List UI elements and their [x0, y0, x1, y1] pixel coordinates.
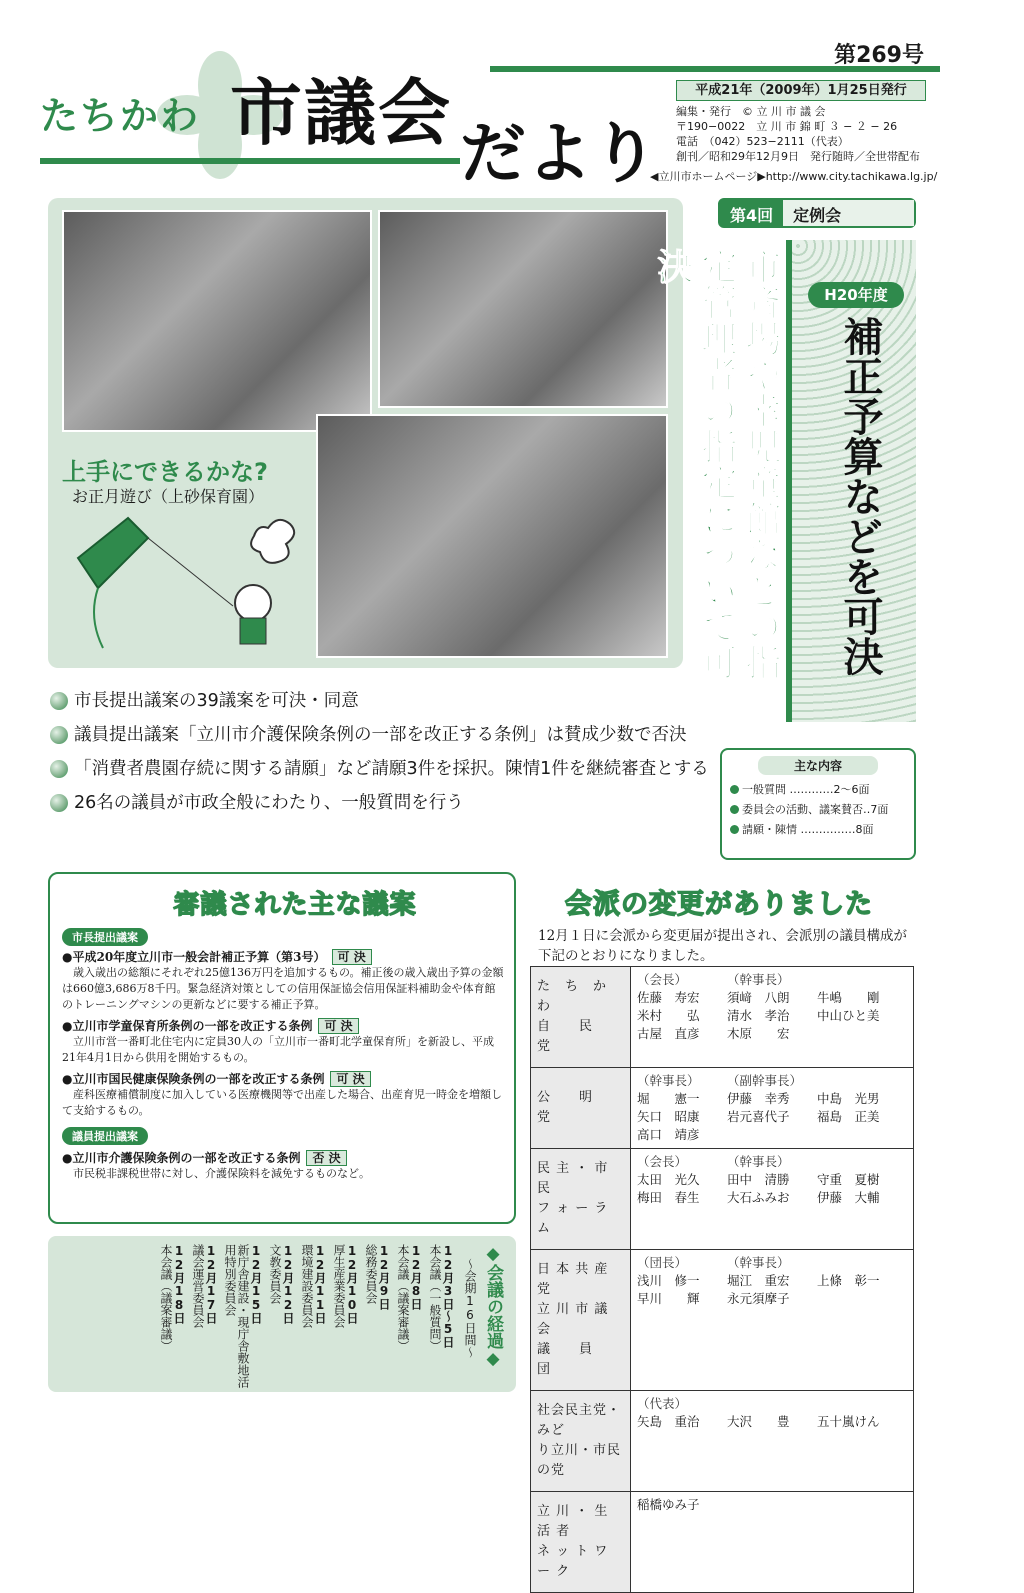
- faction-row: [531, 1068, 914, 1149]
- member-roles: （団長） （幹事長）: [637, 1255, 790, 1270]
- faction-members: [631, 1250, 914, 1391]
- photo-panel: [48, 198, 683, 668]
- bullet-icon: [50, 726, 68, 744]
- faction-title: 会派の変更がありました: [565, 889, 873, 920]
- faction-row: [531, 967, 914, 1068]
- timeline-entry: 12月18日 本会議（議案審議）: [159, 1244, 186, 1352]
- bill-body: 市民税非課税世帯に対し、介護保険料を減免するものなど。: [73, 1167, 370, 1180]
- session-number: 第4回: [720, 200, 783, 226]
- year-tag: H20年度: [808, 282, 904, 308]
- logo-small: たちかわ: [40, 94, 201, 138]
- summary-bullet: 市長提出議案の39議案を可決・同意: [50, 688, 710, 714]
- mayor-tag-wrap: [62, 926, 148, 946]
- logo-main-2: だより: [460, 115, 658, 192]
- photo-children-drawing: [62, 210, 372, 432]
- member-row: 矢島 重治 大沢 豊 五十嵐けん: [637, 1414, 880, 1429]
- bullet-icon: [730, 825, 739, 834]
- bills-list: [62, 944, 506, 1182]
- summary-bullet: 議員提出議案「立川市介護保険条例の一部を改正する条例」は賛成少数で否決: [50, 722, 710, 748]
- headline-black: 補正予算などを可決: [837, 316, 883, 676]
- masthead: [30, 30, 670, 190]
- member-row: 高口 靖彦: [637, 1127, 700, 1142]
- photo-children-table: [316, 414, 668, 658]
- faction-members: [631, 1391, 914, 1492]
- bullet-icon: [50, 794, 68, 812]
- bill-heading: ●立川市国民健康保険条例の一部を改正する条例 可 決: [62, 1070, 506, 1087]
- faction-members: [631, 1149, 914, 1250]
- photo-caption-sub: お正月遊び（上砂保育園）: [72, 487, 265, 506]
- member-row: 古屋 直彦 木原 宏: [637, 1026, 790, 1041]
- faction-members: [631, 1492, 914, 1593]
- photo-caption-title: 上手にできるかな?: [62, 458, 268, 486]
- publication-line: 編集・発行 © 立 川 市 議 会: [676, 105, 826, 118]
- timeline-entry: 12月15日 新庁舎建設・現庁舎敷地活用特別委員会: [223, 1244, 263, 1388]
- member-row: 佐藤 寿宏 須﨑 八朗 牛嶋 剛: [637, 990, 880, 1005]
- member-row: 米村 弘 清水 孝治 中山ひと美: [637, 1008, 880, 1023]
- bill-heading: ●立川市介護保険条例の一部を改正する条例 否 決: [62, 1149, 506, 1166]
- member-bills-tag: 議員提出議案: [62, 1127, 148, 1145]
- member-row: 稲橋ゆみ子: [637, 1497, 700, 1512]
- faction-table: [530, 966, 914, 1593]
- contents-item: 請願・陳情 ……………8面: [722, 819, 914, 839]
- bills-title: 審議された主な議案: [173, 890, 417, 920]
- faction-row: [531, 1492, 914, 1593]
- timeline-entry: 12月3日〜5日 本会議（一般質問）: [428, 1244, 455, 1352]
- bill-body: 産科医療補償制度に加入している医療機関等で出産した場合、出産育児一時金を増額して支給するもの。: [62, 1088, 502, 1117]
- member-row: 梅田 春生 大石ふみお 伊藤 大輔: [637, 1190, 880, 1205]
- bill-body: 立川市営一番町北住宅内に定員30人の「立川市一番町北学童保育所」を新設し、平成21年4月1日から供用を開始するもの。: [62, 1035, 494, 1064]
- member-row: 太田 光久 田中 清勝 守重 夏樹: [637, 1172, 880, 1187]
- publication-line: 電話 （042）523−2111（代表）: [676, 135, 849, 148]
- member-roles: （代表）: [637, 1396, 688, 1411]
- faction-name: 日 本 共 産 党 立 川 市 議 会 議 員 団: [531, 1250, 631, 1391]
- timeline-columns: [159, 1244, 454, 1388]
- bill-result: 否 決: [306, 1150, 346, 1166]
- bullet-icon: [730, 805, 739, 814]
- bill-heading: ●平成20年度立川市一般会計補正予算（第3号） 可 決: [62, 948, 506, 965]
- summary-bullet: 26名の議員が市政全般にわたり、一般質問を行う: [50, 790, 710, 816]
- bill-result: 可 決: [318, 1018, 358, 1034]
- publication-box: [676, 80, 926, 170]
- timeline-entry: 12月12日 文教委員会: [268, 1244, 295, 1324]
- publication-line: 創刊／昭和29年12月9日 発行随時／全世帯配布: [676, 150, 920, 163]
- timeline-period: 〜会期16日間〜: [463, 1258, 477, 1358]
- headline-green: 市斎場や幸児童館などの指定管理者の指定について可決: [652, 248, 781, 680]
- timeline-entry: 12月8日 本会議（議案審議）: [396, 1244, 423, 1352]
- bill-result: 可 決: [332, 949, 372, 965]
- masthead-bar: [40, 158, 460, 164]
- faction-name: た ち か わ 自 民 党: [531, 967, 631, 1068]
- faction-name: 公 明 党: [531, 1068, 631, 1149]
- faction-name: 社会民主党・みど り立川・市民の党: [531, 1391, 631, 1492]
- session-label: [718, 198, 916, 228]
- bullet-icon: [50, 692, 68, 710]
- bills-box: [48, 872, 516, 1224]
- homepage-link[interactable]: ◀立川市ホームページ▶http://www.city.tachikawa.lg.jp/: [650, 170, 938, 183]
- kite-character-icon: [58, 498, 298, 658]
- faction-row: [531, 1149, 914, 1250]
- contents-item: 一般質問 …………2〜6面: [722, 779, 914, 799]
- bullet-icon: [50, 760, 68, 778]
- summary-bullets: [50, 688, 710, 824]
- contents-item: 委員会の活動、議案賛否‥7面: [722, 799, 914, 819]
- photo-children-kendama: [378, 210, 668, 408]
- member-tag-wrap: [62, 1125, 506, 1145]
- faction-intro: 12月１日に会派から変更届が提出され、会派別の議員構成が下記のとおりになりました。: [538, 928, 907, 964]
- faction-members: [631, 1068, 914, 1149]
- member-roles: （会長） （幹事長）: [637, 972, 790, 987]
- logo-main: 市議会: [230, 71, 453, 155]
- member-row: 堀 憲一 伊藤 幸秀 中島 光男: [637, 1091, 880, 1106]
- bill-result: 可 決: [330, 1071, 370, 1087]
- summary-bullet: 「消費者農園存続に関する請願」など請願3件を採択。陳情1件を継続審査とする: [50, 756, 710, 782]
- faction-name: 民 主 ・ 市 民 フ ォ ー ラ ム: [531, 1149, 631, 1250]
- publication-line: 〒190−0022 立 川 市 錦 町 ３ − ２ − 26: [676, 120, 898, 133]
- member-row: 早川 輝 永元須摩子: [637, 1291, 790, 1306]
- mayor-bills-tag: 市長提出議案: [62, 928, 148, 946]
- member-row: 矢口 昭康 岩元喜代子 福島 正美: [637, 1109, 880, 1124]
- issue-number: 第269号: [834, 43, 924, 68]
- faction-row: [531, 1250, 914, 1391]
- publication-date: 平成21年（2009年）1月25日発行: [676, 80, 926, 101]
- bill-body: 歳入歳出の総額にそれぞれ25億136万円を追加するもの。補正後の歳入歳出予算の金額は660億3,686万8千円。緊急経済対策としての信用保証協会信用保証料補助金や体育館のトレーニングマシンの更新などに要する補正予算。: [62, 966, 504, 1011]
- contents-title: 主な内容: [758, 756, 878, 775]
- bullet-icon: [730, 785, 739, 794]
- member-roles: （幹事長） （副幹事長）: [637, 1073, 803, 1088]
- timeline-entry: 12月10日 厚生産業委員会: [332, 1244, 359, 1328]
- member-roles: （会長） （幹事長）: [637, 1154, 790, 1169]
- faction-row: [531, 1391, 914, 1492]
- faction-name: 立 川 ・ 生 活 者 ネ ッ ト ワ ー ク: [531, 1492, 631, 1593]
- contents-box: [720, 748, 916, 860]
- meeting-timeline: [48, 1236, 516, 1392]
- faction-members: [631, 967, 914, 1068]
- timeline-entry: 12月9日 総務委員会: [364, 1244, 391, 1310]
- timeline-entry: 12月11日 環境建設委員会: [300, 1244, 327, 1328]
- timeline-title: ◆会議の経過◆: [483, 1244, 503, 1369]
- session-name: 定例会: [783, 200, 914, 226]
- bill-heading: ●立川市学童保育所条例の一部を改正する条例 可 決: [62, 1017, 506, 1034]
- timeline-entry: 12月17日 議会運営委員会: [191, 1244, 218, 1328]
- member-row: 浅川 修一 堀江 重宏 上條 彰一: [637, 1273, 880, 1288]
